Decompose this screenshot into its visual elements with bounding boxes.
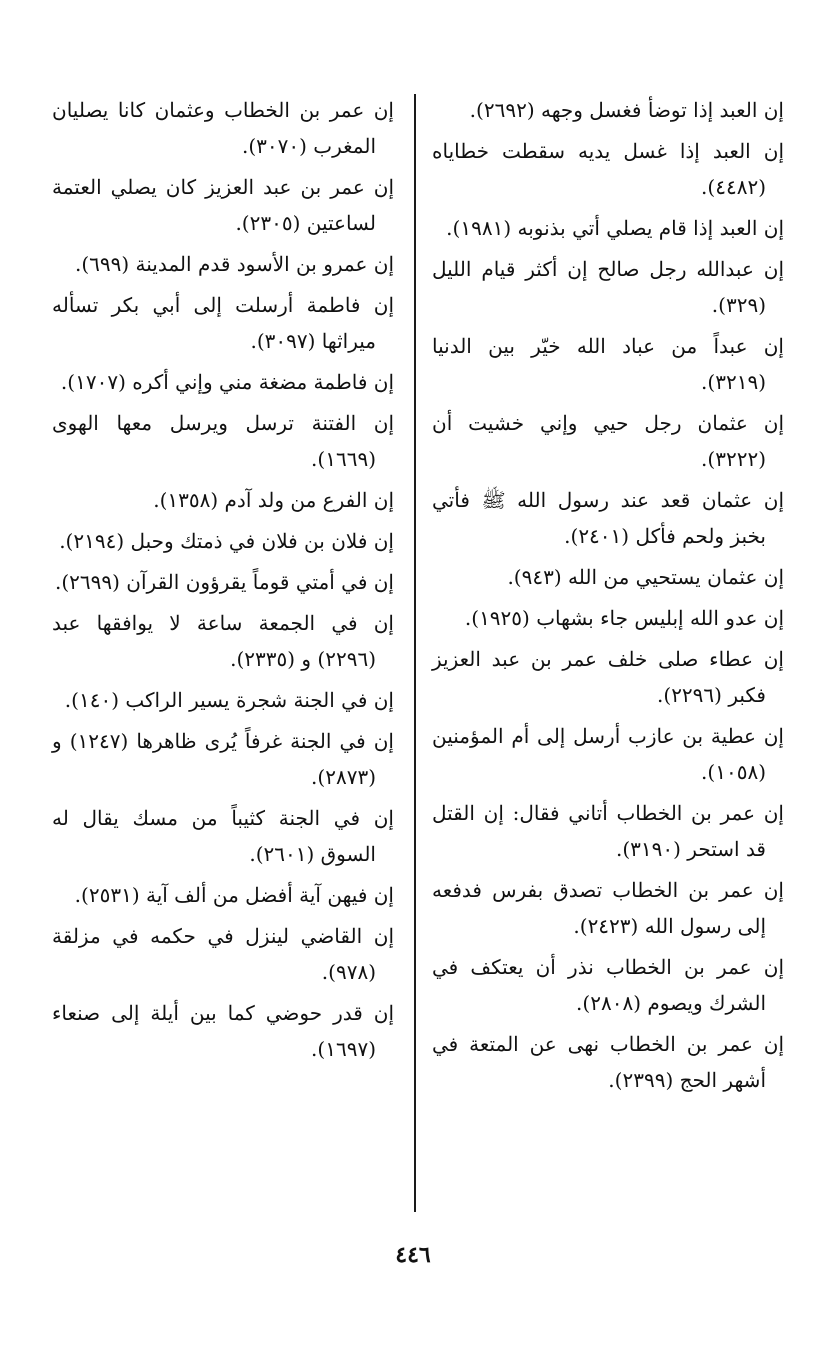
index-entry: إن عمر بن الخطاب أتاني فقال: إن القتل قد استحر (٣١٩٠).	[432, 801, 784, 861]
index-entry: إن عطاء صلى خلف عمر بن عبد العزيز فكبر (٢٢٩٦).	[432, 647, 784, 707]
index-entry: إن العبد إذا غسل يديه سقطت خطاياه (٤٤٨٢).	[432, 139, 784, 199]
index-entry: إن في أمتي قوماً يقرؤون القرآن (٢٦٩٩).	[54, 570, 394, 594]
index-entry: إن العبد إذا توضأ فغسل وجهه (٢٦٩٢).	[469, 98, 784, 122]
index-entry: إن عمر بن عبد العزيز كان يصلي العتمة لساعتين (٢٣٠٥).	[52, 175, 394, 235]
index-entry: إن فاطمة أرسلت إلى أبي بكر تسأله ميراثها (٣٠٩٧).	[52, 293, 394, 353]
index-entry: إن عثمان يستحيي من الله (٩٤٣).	[507, 565, 784, 589]
index-entry: إن عمر بن الخطاب وعثمان كانا يصليان المغرب (٣٠٧٠).	[52, 98, 394, 158]
index-entry: إن العبد إذا قام يصلي أتي بذنوبه (١٩٨١).	[446, 216, 784, 240]
right-column	[432, 92, 784, 1103]
index-entry: إن عثمان رجل حيي وإني خشيت أن (٣٢٢٢).	[432, 411, 784, 471]
index-entry: إن قدر حوضي كما بين أيلة إلى صنعاء (١٦٩٧).	[52, 1001, 395, 1061]
index-entry: إن عثمان قعد عند رسول الله ﷺ فأتي بخبز ولحم فأكل (٢٤٠١).	[432, 488, 784, 548]
index-entry: إن عطية بن عازب أرسل إلى أم المؤمنين (١٠٥٨).	[432, 724, 784, 784]
index-entry: إن في الجنة شجرة يسير الراكب (١٤٠).	[64, 688, 394, 712]
index-entry: إن في الجنة غرفاً يُرى ظاهرها (١٢٤٧) و (٢٨٧٣).	[52, 729, 394, 789]
index-entry: إن عبدالله رجل صالح إن أكثر قيام الليل (٣٢٩).	[432, 257, 784, 317]
index-entry: إن فيهن آية أفضل من ألف آية (٢٥٣١).	[74, 883, 394, 907]
index-entry: إن عمر بن الخطاب نهى عن المتعة في أشهر الحج (٢٣٩٩).	[432, 1032, 784, 1092]
index-entry: إن فاطمة مضغة مني وإني أكره (١٧٠٧).	[60, 370, 394, 394]
index-entry: إن الفتنة ترسل ويرسل معها الهوى (١٦٦٩).	[52, 411, 394, 471]
index-entry: إن في الجمعة ساعة لا يوافقها عبد (٢٢٩٦) و (٢٣٣٥).	[52, 611, 394, 671]
column-divider	[414, 94, 416, 1212]
index-entry: إن الفرع من ولد آدم (١٣٥٨).	[153, 488, 394, 512]
index-entry: إن عمرو بن الأسود قدم المدينة (٦٩٩).	[74, 252, 394, 276]
index-entry: إن القاضي لينزل في حكمه في مزلقة (٩٧٨).	[52, 924, 394, 984]
index-entry: إن عمر بن الخطاب تصدق بفرس فدفعه إلى رسول الله (٢٤٢٣).	[432, 878, 784, 938]
index-entry: إن في الجنة كثيباً من مسك يقال له السوق (٢٦٠١).	[52, 806, 394, 866]
index-entry: إن عدو الله إبليس جاء بشهاب (١٩٢٥).	[464, 606, 784, 630]
page-number: ٤٤٦	[395, 1242, 431, 1268]
left-column	[52, 92, 394, 1072]
index-entry: إن فلان بن فلان في ذمتك وحبل (٢١٩٤).	[59, 529, 394, 553]
index-entry: إن عمر بن الخطاب نذر أن يعتكف في الشرك ويصوم (٢٨٠٨).	[432, 955, 784, 1015]
index-entry: إن عبداً من عباد الله خيّر بين الدنيا (٣٢١٩).	[432, 334, 784, 394]
